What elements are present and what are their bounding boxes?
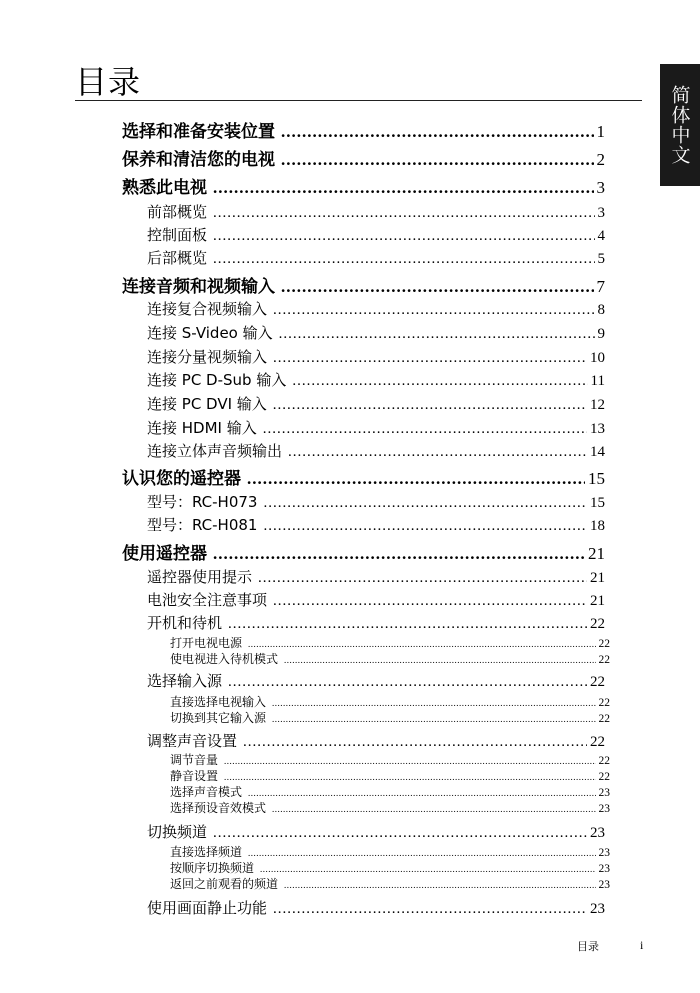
toc-leader-dots — [273, 302, 594, 319]
toc-entry-label: 连接 PC DVI 输入 — [147, 395, 267, 413]
toc-entry[interactable] — [170, 634, 610, 650]
toc-entry-page: 14 — [590, 444, 605, 460]
toc-entry-label: 保养和清洁您的电视 — [122, 150, 275, 170]
toc-entry-label: 切换到其它输入源 — [170, 711, 267, 725]
toc-entry-page: 11 — [590, 373, 605, 389]
toc-leader-dots — [224, 756, 595, 766]
toc-leader-dots — [224, 772, 595, 782]
toc-leader-dots — [263, 518, 587, 535]
toc-leader-dots — [284, 880, 595, 890]
toc-entry-label: 连接 S-Video 输入 — [147, 324, 273, 342]
toc-entry-page: 1 — [596, 122, 605, 141]
toc-leader-dots — [281, 122, 594, 142]
toc-entry-page: 15 — [590, 495, 605, 511]
toc-leader-dots — [273, 901, 587, 918]
toc-leader-dots — [281, 277, 594, 297]
toc-entry-label: 静音设置 — [170, 769, 219, 783]
toc-entry[interactable] — [147, 346, 605, 368]
toc-entry-page: 23 — [590, 901, 605, 917]
toc-entry[interactable] — [147, 440, 605, 462]
toc-entry[interactable] — [147, 369, 605, 391]
toc-entry-page: 15 — [588, 469, 605, 488]
toc-entry[interactable] — [170, 767, 610, 783]
toc-entry-label: 遥控器使用提示 — [147, 568, 253, 586]
toc-leader-dots — [228, 616, 587, 633]
toc-leader-dots — [273, 397, 587, 414]
toc-entry-page: 23 — [590, 825, 605, 841]
toc-entry[interactable] — [170, 875, 610, 891]
toc-entry[interactable] — [122, 272, 605, 298]
toc-entry[interactable] — [170, 751, 610, 767]
toc-entry-label: 连接音频和视频输入 — [122, 277, 275, 297]
toc-entry-page: 9 — [597, 326, 605, 342]
toc-entry-page: 22 — [590, 734, 605, 750]
toc-entry-page: 18 — [590, 518, 605, 534]
toc-entry[interactable] — [147, 393, 605, 415]
toc-entry-page: 4 — [597, 228, 605, 244]
toc-entry-label: 打开电视电源 — [170, 636, 243, 650]
toc-leader-dots — [258, 570, 587, 587]
toc-leader-dots — [272, 714, 595, 724]
toc-entry[interactable] — [170, 799, 610, 815]
toc-entry[interactable] — [147, 417, 605, 439]
toc-entry-label: 连接分量视频输入 — [147, 348, 268, 366]
page-title: 目录 — [75, 63, 142, 101]
toc-entry[interactable] — [147, 670, 605, 692]
toc-entry-page: 3 — [596, 178, 605, 197]
toc-entry-label: 连接 PC D-Sub 输入 — [147, 371, 287, 389]
toc-leader-dots — [248, 639, 595, 649]
toc-leader-dots — [281, 150, 594, 170]
toc-entry-label: 调节音量 — [170, 753, 219, 767]
toc-entry[interactable] — [170, 783, 610, 799]
toc-entry[interactable] — [170, 709, 610, 725]
toc-entry-page: 8 — [597, 302, 605, 318]
toc-entry-page: 22 — [598, 755, 610, 767]
toc-entry-label: 连接复合视频输入 — [147, 300, 268, 318]
toc-entry[interactable] — [122, 539, 605, 565]
toc-entry-label: 直接选择电视输入 — [170, 695, 267, 709]
toc-entry[interactable] — [147, 821, 605, 843]
toc-entry[interactable] — [122, 145, 605, 171]
toc-entry-page: 12 — [590, 397, 605, 413]
toc-entry[interactable] — [170, 693, 610, 709]
toc-leader-dots — [228, 674, 587, 691]
toc-leader-dots — [279, 326, 595, 343]
toc-entry-page: 23 — [598, 803, 610, 815]
toc-leader-dots — [263, 495, 587, 512]
toc-entry[interactable] — [170, 859, 610, 875]
toc-entry[interactable] — [122, 117, 605, 143]
toc-entry[interactable] — [147, 322, 605, 344]
toc-entry[interactable] — [147, 491, 605, 513]
toc-entry-page: 10 — [590, 350, 605, 366]
toc-entry-label: 选择和准备安装位置 — [122, 122, 275, 142]
toc-entry-label: 控制面板 — [147, 226, 208, 244]
toc-leader-dots — [273, 593, 587, 610]
toc-entry[interactable] — [122, 464, 605, 490]
toc-entry-page: 23 — [598, 879, 610, 891]
toc-leader-dots — [272, 804, 595, 814]
toc-entry[interactable] — [170, 650, 610, 666]
toc-entry-label: 后部概览 — [147, 249, 208, 267]
toc-leader-dots — [213, 205, 594, 222]
toc-entry-label: 选择预设音效模式 — [170, 801, 267, 815]
toc-leader-dots — [292, 373, 587, 390]
toc-leader-dots — [213, 825, 587, 842]
toc-entry-label: 型号：RC-H081 — [147, 516, 258, 534]
toc-entry[interactable] — [147, 247, 605, 269]
toc-leader-dots — [243, 734, 587, 751]
toc-entry-label: 连接立体声音频输出 — [147, 442, 283, 460]
toc-entry-label: 电池安全注意事项 — [147, 591, 268, 609]
toc-leader-dots — [284, 655, 595, 665]
toc-entry[interactable] — [170, 843, 610, 859]
toc-entry-page: 22 — [598, 713, 610, 725]
toc-leader-dots — [263, 421, 587, 438]
toc-entry-label: 开机和待机 — [147, 614, 223, 632]
toc-entry-page: 21 — [588, 544, 605, 563]
toc-entry-label: 返回之前观看的频道 — [170, 877, 279, 891]
toc-entry-page: 2 — [596, 150, 605, 169]
toc-entry-label: 型号：RC-H073 — [147, 493, 258, 511]
toc-entry-page: 13 — [590, 421, 605, 437]
toc-leader-dots — [213, 251, 594, 268]
toc-entry-label: 使电视进入待机模式 — [170, 652, 279, 666]
toc-leader-dots — [272, 698, 595, 708]
toc-entry-page: 22 — [590, 616, 605, 632]
toc-entry-label: 使用画面静止功能 — [147, 899, 268, 917]
toc-entry-page: 21 — [590, 593, 605, 609]
toc-entry[interactable] — [147, 514, 605, 536]
toc-entry[interactable] — [122, 173, 605, 199]
toc-entry-page: 3 — [597, 205, 605, 221]
toc-entry-page: 22 — [598, 771, 610, 783]
toc-entry-label: 调整声音设置 — [147, 732, 238, 750]
toc-entry-page: 7 — [596, 277, 605, 296]
toc-entry-page: 21 — [590, 570, 605, 586]
toc-entry-label: 连接 HDMI 输入 — [147, 419, 257, 437]
toc-entry[interactable] — [147, 612, 605, 634]
toc-entry-page: 22 — [598, 697, 610, 709]
footer-page-number: i — [640, 938, 644, 952]
toc-leader-dots — [248, 848, 595, 858]
toc-entry[interactable] — [147, 224, 605, 246]
toc-entry-page: 22 — [590, 674, 605, 690]
toc-leader-dots — [247, 469, 585, 489]
toc-leader-dots — [248, 788, 595, 798]
toc-entry-page: 22 — [598, 654, 610, 666]
toc-entry[interactable] — [147, 730, 605, 752]
toc-entry-page: 5 — [597, 251, 605, 267]
toc-leader-dots — [213, 544, 585, 564]
toc-entry-label: 选择声音模式 — [170, 785, 243, 799]
toc-entry-label: 切换频道 — [147, 823, 208, 841]
toc-entry[interactable] — [147, 201, 605, 223]
toc-entry-label: 熟悉此电视 — [122, 178, 207, 198]
language-tab: 简体中文 — [660, 64, 700, 186]
toc-leader-dots — [260, 864, 595, 874]
footer-section-label: 目录 — [577, 940, 599, 953]
toc-entry[interactable] — [147, 566, 605, 588]
toc-entry-page: 23 — [598, 847, 610, 859]
toc-entry-page: 23 — [598, 787, 610, 799]
toc-entry-label: 直接选择频道 — [170, 845, 243, 859]
toc-leader-dots — [213, 228, 594, 245]
toc-leader-dots — [288, 444, 587, 461]
toc-entry-label: 前部概览 — [147, 203, 208, 221]
toc-leader-dots — [213, 178, 594, 198]
toc-entry-page: 22 — [598, 638, 610, 650]
toc-entry-label: 使用遥控器 — [122, 544, 207, 564]
toc-entry-label: 按顺序切换频道 — [170, 861, 255, 875]
toc-entry-page: 23 — [598, 863, 610, 875]
toc-entry[interactable] — [147, 897, 605, 919]
toc-entry[interactable] — [147, 589, 605, 611]
toc-leader-dots — [273, 350, 587, 367]
toc-entry-label: 认识您的遥控器 — [122, 469, 241, 489]
toc-entry[interactable] — [147, 298, 605, 320]
toc-entry-label: 选择输入源 — [147, 672, 223, 690]
